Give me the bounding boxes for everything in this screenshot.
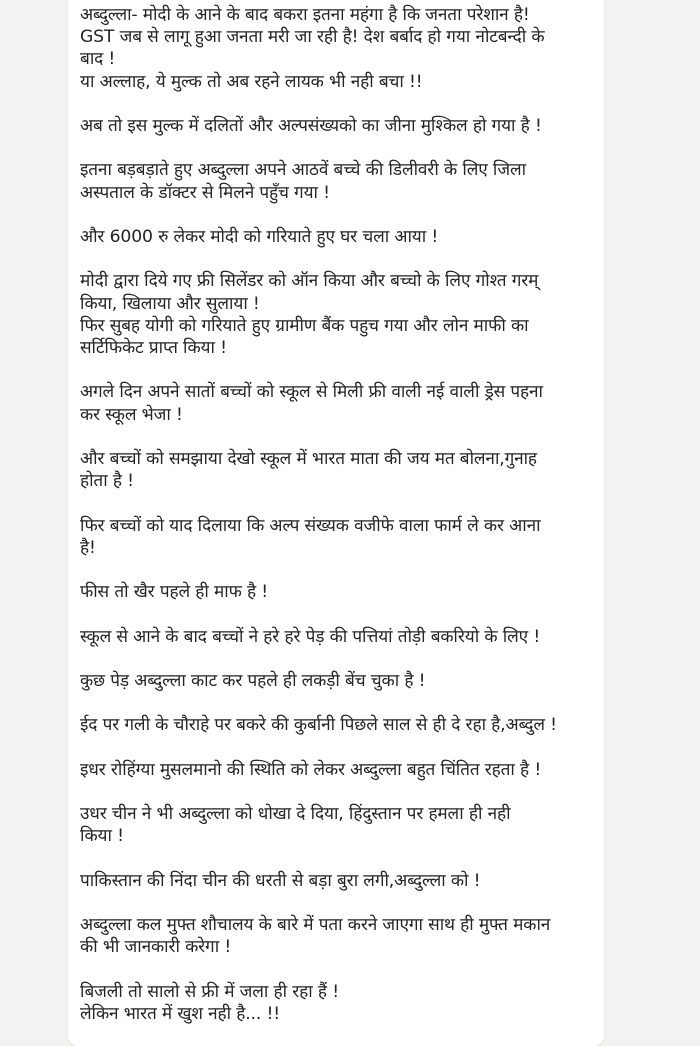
message-line: बाद !	[80, 49, 116, 70]
message-line: फिर सुबह योगी को गरियाते हुए ग्रामीण बैंक पहुच गया और लोन माफी का	[80, 315, 529, 336]
message-line: अस्पताल के डॉक्टर से मिलने पहुँच गया !	[80, 182, 330, 203]
message-paragraph	[80, 115, 594, 137]
message-paragraph	[80, 914, 594, 958]
message-line: कुछ पेड़ अब्दुल्ला काट कर पहले ही लकड़ी बेंच चुका है !	[80, 670, 426, 691]
message-paragraph	[80, 381, 594, 425]
message-line: सर्टिफिकेट प्राप्त किया !	[80, 337, 227, 358]
message-paragraph	[80, 714, 594, 736]
message-paragraph	[80, 270, 594, 359]
message-paragraph	[80, 581, 594, 603]
message-paragraph	[80, 803, 594, 847]
message-line: फिर बच्चों को याद दिलाया कि अल्प संख्यक वजीफे वाला फार्म ले कर आना	[80, 515, 541, 536]
message-paragraph	[80, 4, 594, 93]
message-line: पाकिस्तान की निंदा चीन की धरती से बड़ा बुरा लगी,अब्दुल्ला को !	[80, 870, 481, 891]
message-line: अगले दिन अपने सातों बच्चों को स्कूल से मिली फ्री वाली नई वाली ड्रेस पहना	[80, 382, 543, 403]
message-line: की भी जानकारी करेगा !	[80, 937, 232, 958]
message-line: उधर चीन ने भी अब्दुल्ला को धोखा दे दिया, हिंदुस्तान पर हमला ही नही	[80, 804, 511, 825]
message-paragraph	[80, 226, 594, 248]
message-paragraph	[80, 448, 594, 492]
message-line: अब्दुल्ला कल मुफ्त शौचालय के बारे में पता करने जाएगा साथ ही मुफ्त मकान	[80, 915, 551, 936]
message-line: अब तो इस मुल्क में दलितों और अल्पसंख्यको का जीना मुश्किल हो गया है !	[80, 116, 542, 136]
message-line: किया, खिलाया और सुलाया !	[80, 293, 260, 314]
message-paragraph	[80, 759, 594, 781]
message-line: और 6000 रु लेकर मोदी को गरियाते हुए घर चला आया !	[80, 226, 439, 247]
message-paragraph	[80, 515, 594, 559]
message-paragraph	[80, 870, 594, 892]
message-line: कर स्कूल भेजा !	[80, 404, 183, 425]
message-line: इतना बड़बड़ाते हुए अब्दुल्ला अपने आठवें बच्चे की डिलीवरी के लिए जिला	[80, 160, 526, 181]
message-line: स्कूल से आने के बाद बच्चों ने हरे हरे पेड़ की पत्तियां तोड़ी बकरियो के लिए !	[80, 626, 541, 647]
message-line: फीस तो खैर पहले ही माफ है !	[80, 582, 269, 603]
message-line: ईद पर गली के चौराहे पर बकरे की कुर्बानी पिछले साल से ही दे रहा है,अब्दुल !	[80, 715, 557, 736]
message-line: अब्दुल्ला- मोदी के आने के बाद बकरा इतना महंगा है कि जनता परेशान है!	[80, 5, 530, 25]
message-line: किया !	[80, 826, 124, 847]
message-line: है!	[80, 537, 96, 558]
message-line: या अल्लाह, ये मुल्क तो अब रहने लायक भी नही बचा !!	[80, 71, 423, 92]
message-paragraph	[80, 626, 594, 648]
message-paragraph	[80, 981, 594, 1025]
message-text	[80, 4, 594, 1025]
message-line: लेकिन भारत में खुश नही है... !!	[80, 1003, 280, 1024]
message-line: होता है !	[80, 471, 134, 492]
message-paragraph	[80, 670, 594, 692]
message-line: और बच्चों को समझाया देखो स्कूल में भारत माता की जय मत बोलना,गुनाह	[80, 448, 537, 469]
message-line: GST जब से लागू हुआ जनता मरी जा रही है! देश बर्बाद हो गया नोटबन्दी के	[80, 27, 545, 48]
message-line: इधर रोहिंग्या मुसलमानो की स्थिति को लेकर अब्दुल्ला बहुत चिंतित रहता है !	[80, 759, 542, 780]
message-bubble[interactable]	[68, 0, 604, 1046]
message-paragraph	[80, 159, 594, 203]
message-line: बिजली तो सालो से फ्री में जला ही रहा हैं !	[80, 981, 339, 1002]
message-line: मोदी द्वारा दिये गए फ्री सिलेंडर को ऑन किया और बच्चो के लिए गोश्त गरम्	[80, 271, 539, 292]
